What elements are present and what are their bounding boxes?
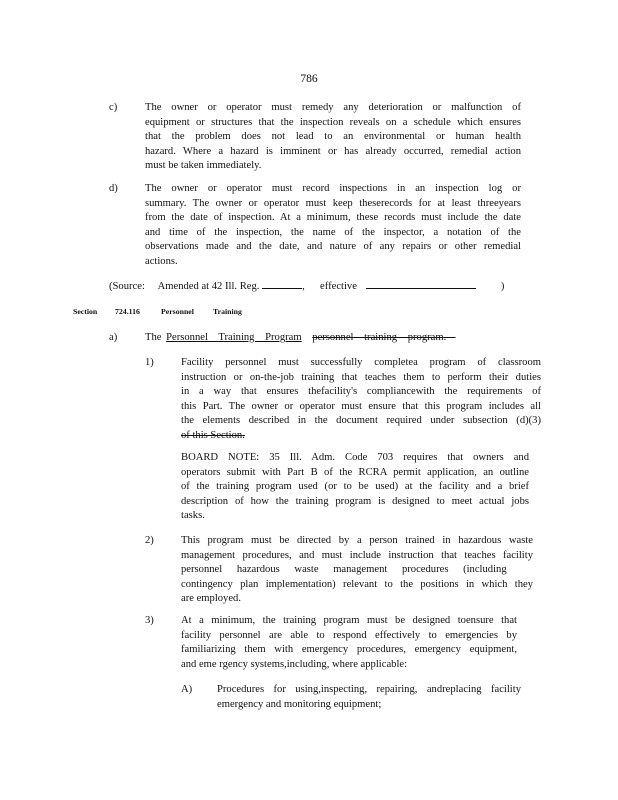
item-1-struck-text: of this Section (181, 429, 243, 441)
section-number: 724.116 (115, 307, 140, 316)
item-d-line: The owner or operator must record inspections in an inspection log or (145, 183, 521, 194)
item-A-line: emergency and monitoring equipment; (217, 698, 382, 710)
source-effective: effective (320, 281, 357, 292)
item-1-line: in a way that ensures thefacility's compliancewith the requirements of (181, 386, 541, 398)
item-3-line: and eme rgency systems,including, where applicable: (181, 658, 408, 670)
source-close: ) (500, 281, 505, 292)
item-A-label: A) (181, 684, 193, 695)
item-a-label: a) (109, 332, 118, 343)
section-title-word: Personnel (161, 307, 194, 316)
item-d-line: and time of the inspection, the name of the inspector, a notation of the (145, 226, 521, 238)
item-a-text: The Personnel Training Program personnel training program. (145, 332, 456, 343)
item-3-line: facility personnel are able to respond effectively to emergencies by (181, 629, 517, 641)
item-3-line: familiarizing them with emergency procedures, emergency equipment, (181, 644, 517, 656)
item-d-line: actions. (145, 255, 178, 267)
section-title-word: Training (213, 307, 242, 316)
item-c-text (145, 101, 521, 174)
board-note-line: of the training program used (or to be used) at the facility and a brief (181, 481, 529, 493)
item-2-label: 2) (145, 535, 154, 546)
item-A-text (217, 683, 521, 712)
board-note-line: operators submit with Part B of the RCRA permit application, an outline (181, 466, 529, 478)
item-a-the: The (145, 332, 162, 343)
item-d-line: observations made and the date, and nature of any repairs or other remedial (145, 241, 521, 253)
item-a-deleted-title: personnel training program (312, 332, 444, 343)
item-2-line: are employed. (181, 593, 242, 605)
source-note (109, 279, 529, 294)
source-amended: Amended at 42 Ill. Reg. (157, 281, 260, 292)
source-prefix: (Source: (109, 281, 145, 292)
item-1-text (181, 356, 541, 444)
item-d-label: d) (109, 183, 118, 194)
item-c-line: equipment or structures that the inspection reveals on a schedule which ensures (145, 116, 521, 128)
item-2-line: contingency plan implementation) relevant to the positions in which they (181, 578, 533, 590)
item-c-label: c) (109, 102, 118, 113)
item-1-line: Facility personnel must successfully completea program of classroom (181, 357, 541, 368)
item-d-text (145, 182, 521, 270)
board-note (181, 451, 529, 524)
item-2-line: management procedures, and must include instruction that teaches facility (181, 549, 533, 561)
item-1-line: the elements described in the document required under subsection (d)(3) (181, 415, 541, 427)
item-A-line: Procedures for using,inspecting, repairing, andreplacing facility (217, 684, 521, 695)
register-blank (262, 279, 302, 289)
item-2-text (181, 534, 533, 607)
item-c-line: must be taken immediately. (145, 160, 262, 172)
effective-date-blank (366, 279, 476, 289)
item-1-line: instruction or on-the-job training that teaches them to perform their duties (181, 371, 541, 383)
section-label: Section (73, 307, 98, 316)
item-3-label: 3) (145, 615, 154, 626)
board-note-line: description of how the training program is designed to meet actual jobs (181, 495, 529, 507)
item-1-deleted-line: of this Section. (181, 429, 245, 441)
board-note-line: tasks. (181, 510, 205, 522)
item-2-line: This program must be directed by a person trained in hazardous waste (181, 535, 533, 546)
item-c-line: that the problem does not lead to an environmental or human health (145, 131, 521, 143)
item-d-line: from the date of inspection. At a minimum, these records must include the date (145, 212, 521, 224)
item-2-line: personnel hazardous waste management procedures (including (181, 564, 507, 576)
item-3-text (181, 614, 517, 672)
board-note-line: BOARD NOTE: 35 Ill. Adm. Code 703 requires that owners and (181, 452, 529, 463)
item-c-line: hazard. Where a hazard is imminent or has already occurred, remedial action (145, 145, 521, 157)
item-c-line: The owner or operator must remedy any deterioration or malfunction of (145, 102, 521, 113)
source-comma: , (302, 281, 305, 292)
item-1-line: this Part. The owner or operator must ensure that this program includes all (181, 400, 541, 412)
item-a-new-title: Personnel Training Program (166, 332, 302, 343)
page-number: 786 (300, 73, 318, 85)
item-3-line: At a minimum, the training program must be designed toensure that (181, 615, 517, 626)
item-d-line: summary. The owner or operator must keep theserecords for at least threeyears (145, 197, 521, 209)
item-1-label: 1) (145, 357, 154, 368)
